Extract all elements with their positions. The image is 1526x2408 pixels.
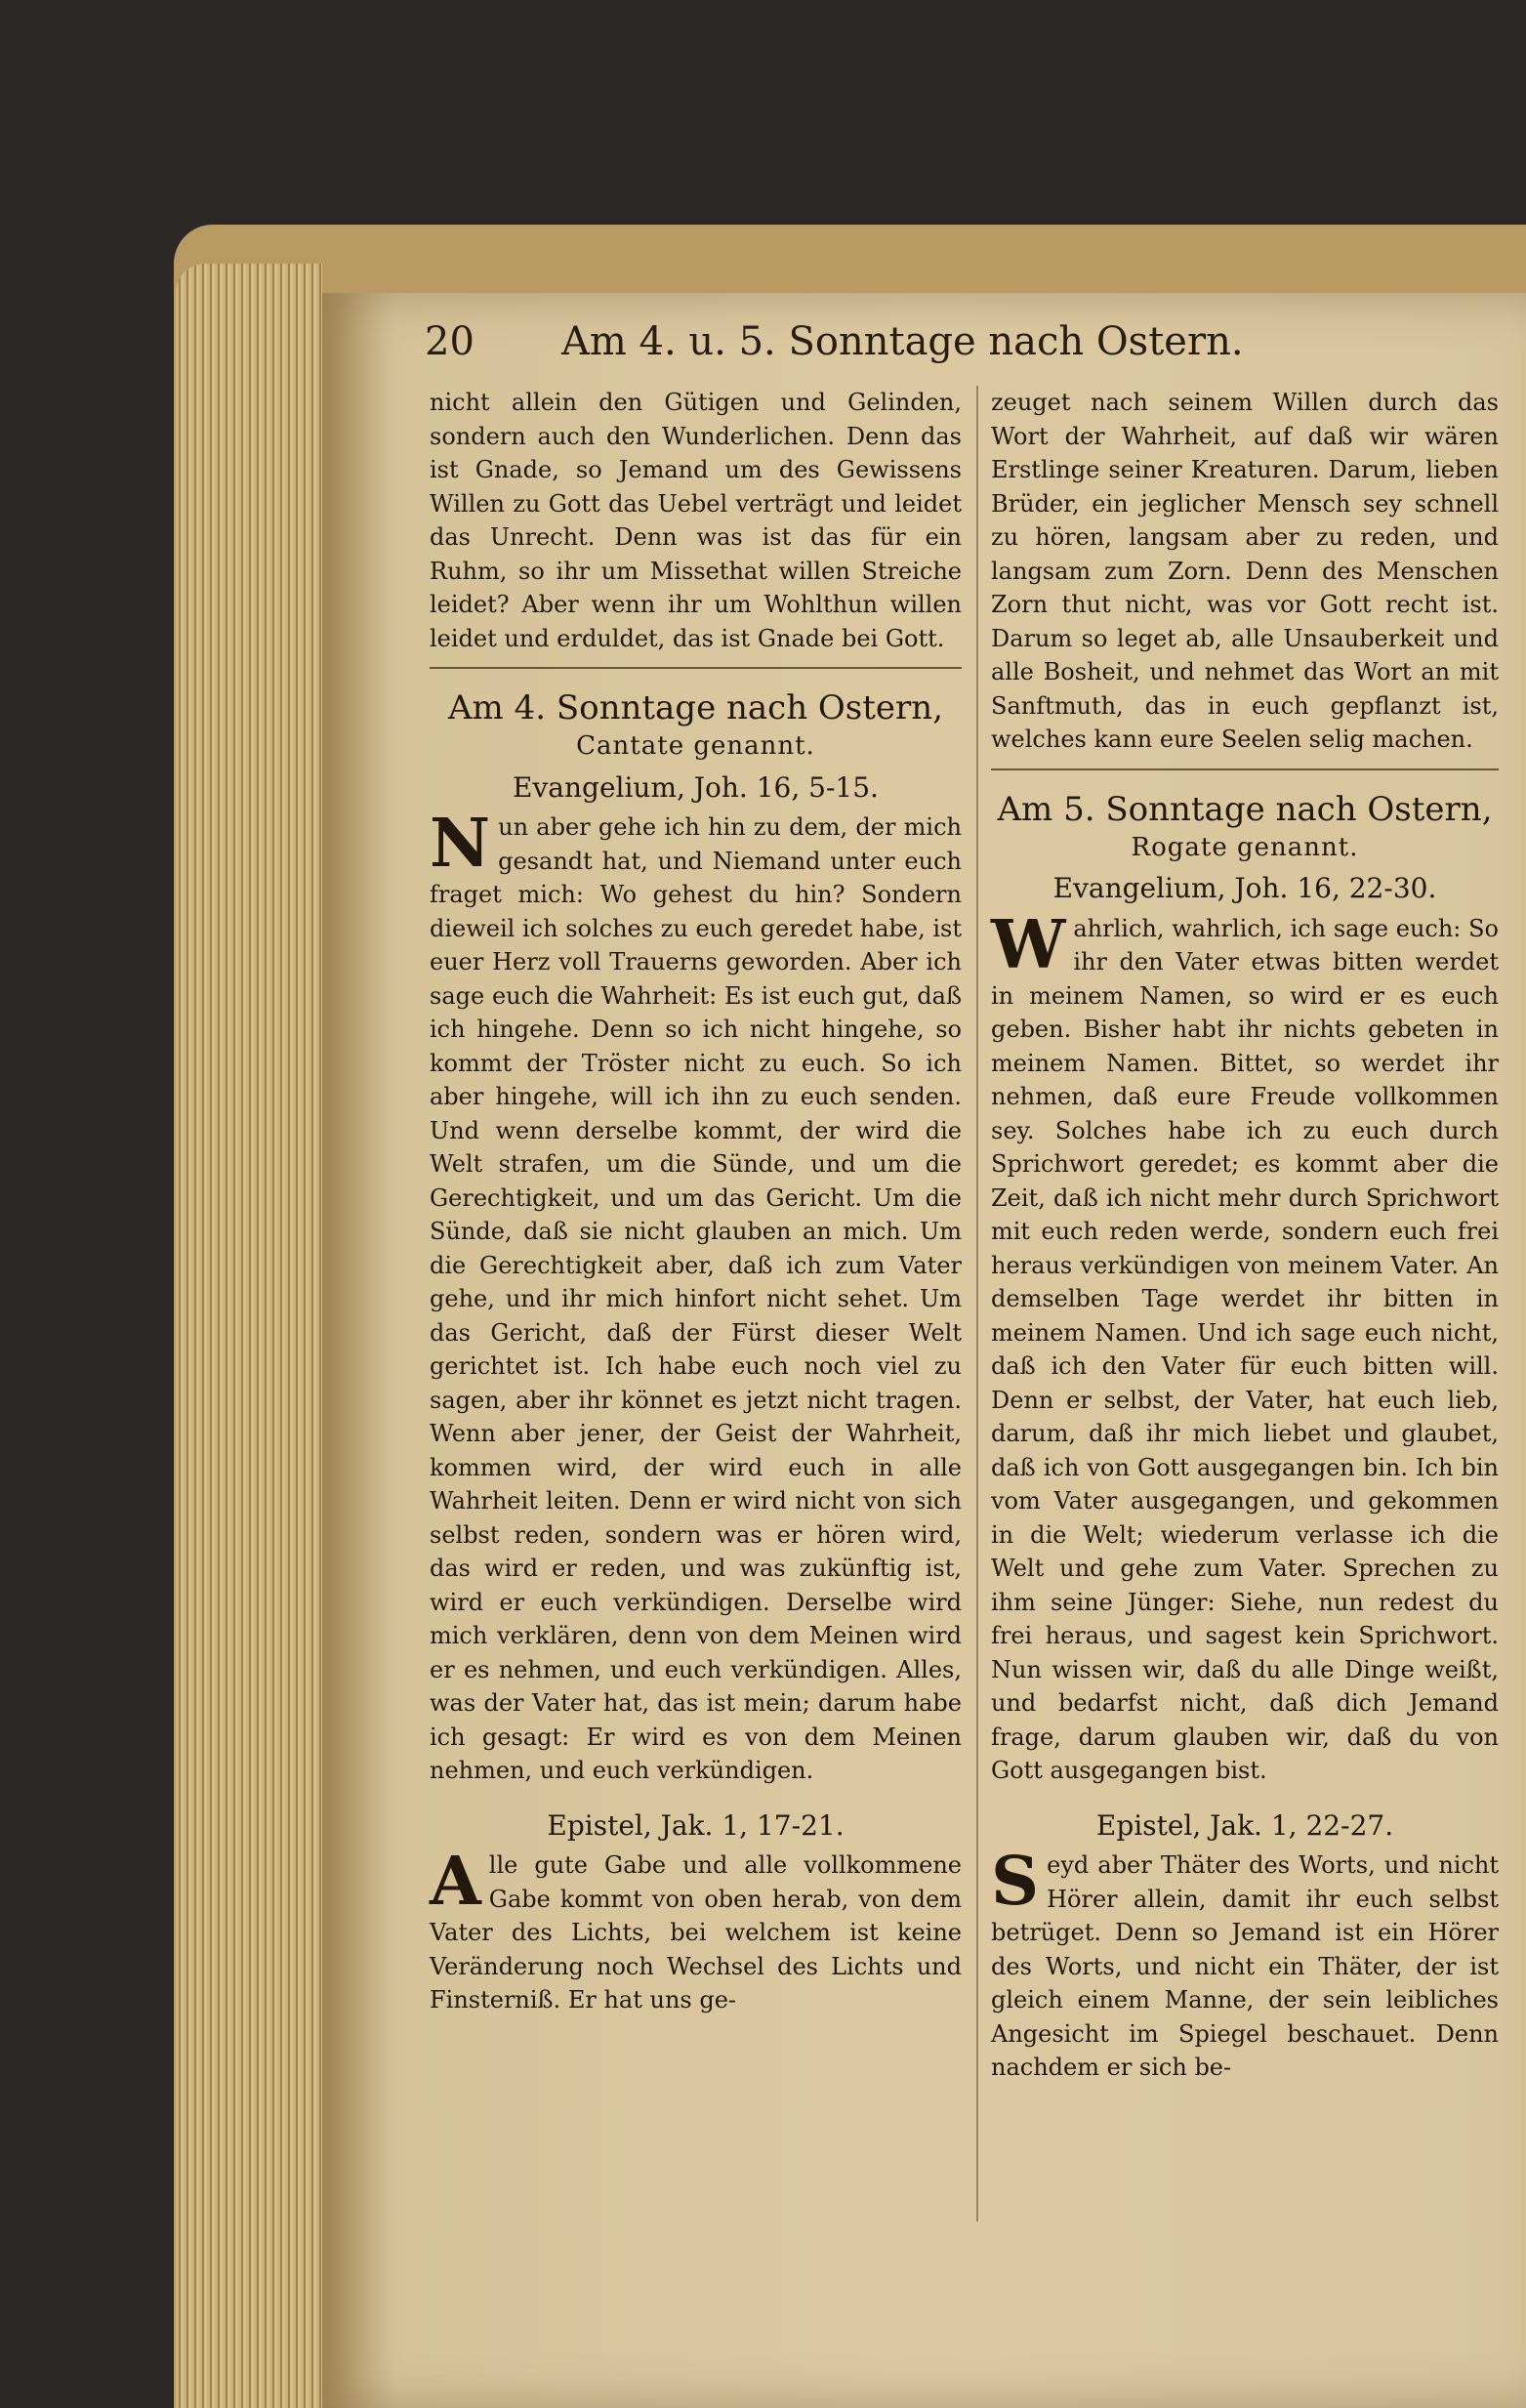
dropcap: N: [430, 805, 491, 883]
epistle-reference-4: Epistel, Jak. 1, 17-21.: [547, 1808, 845, 1842]
dropcap: W: [991, 905, 1066, 984]
epistle-body-5: eyd aber Thäter des Worts, und nicht Hörer allein, damit ihr euch selbst betrüget. Denn so Jemand ist ein Hörer des Worts, und nicht ein Thäter, der ist gleich einem Manne, der sein leibliches Angesicht im Spiegel beschauet. Denn nachdem er sich be-: [991, 1851, 1499, 2081]
section-subtitle-5: Rogate genannt.: [1131, 832, 1359, 862]
section-subtitle-4: Cantate genannt.: [576, 731, 815, 761]
gospel-reference-4: Evangelium, Joh. 16, 5-15.: [513, 770, 879, 804]
page-edges: [176, 264, 322, 2408]
dropcap: S: [991, 1843, 1040, 1921]
page-number: 20: [425, 319, 474, 364]
section-rule: [991, 768, 1499, 770]
section-rule: [430, 667, 962, 669]
left-column: [430, 386, 962, 2017]
epistle-reference-5: Epistel, Jak. 1, 22-27.: [1095, 1808, 1394, 1842]
dropcap: A: [430, 1843, 481, 1921]
gospel-body-5: ahrlich, wahrlich, ich sage euch: So ihr den Vater etwas bitten werdet in meinem Namen, so wird er es euch geben. Bisher habt ihr nichts gebeten in meinem Namen. Bittet, so werdet ihr nehmen, daß eure Freude vollkommen sey. Solches habe ich zu euch durch Sprichwort geredet; es kommt aber die Zeit, daß ich nicht mehr durch Sprichwort mit euch reden werde, sondern euch frei heraus verkündigen von meinem Vater. An demselben Tage werdet ihr bitten in meinem Namen. Und ich sage euch nicht, daß ich den Vater für euch bitten will. Denn er selbst, der Vater, hat euch lieb, darum, daß ihr mich liebet und glaubet, daß ich von Gott ausgegangen bin. Ich bin vom Vater ausgegangen, und gekommen in die Welt; wiederum verlasse ich die Welt und gehe zum Vater. Sprechen zu ihm seine Jünger: Siehe, nun redest du frei heraus, und sagest kein Sprichwort. Nun wissen wir, daß du alle Dinge weißt, und bedarfst nicht, daß dich Jemand frage, darum glauben wir, daß du von Gott ausgegangen bist.: [991, 914, 1499, 1784]
running-title: Am 4. u. 5. Sonntage nach Ostern.: [561, 319, 1244, 364]
epistle-text-4: [430, 1843, 962, 2017]
gospel-text-4: [430, 805, 962, 1788]
gospel-reference-5: Evangelium, Joh. 16, 22-30.: [1052, 872, 1437, 904]
epistle-body-4: lle gute Gabe und alle vollkommene Gabe kommt von oben herab, von dem Vater des Lichts, bei welchem ist keine Veränderung noch Wechsel des Lichts und Finsterniß. Er hat uns ge-: [430, 1851, 962, 2014]
section-title-4: Am 4. Sonntage nach Ostern,: [447, 688, 943, 727]
right-intro-text: zeuget nach seinem Willen durch das Wort der Wahrheit, auf daß wir wären Erstlinge seiner Kreaturen. Darum, lieben Brüder, ein jeglicher Mensch sey schnell zu hören, langsam aber zu reden, und langsam zum Zorn. Denn des Menschen Zorn thut nicht, was vor Gott recht ist. Darum so leget ab, alle Unsauberkeit und alle Bosheit, und nehmet das Wort an mit Sanftmuth, das in euch gepflanzt ist, welches kann eure Seelen selig machen.: [991, 389, 1499, 753]
running-header: [425, 312, 1303, 371]
epistle-text-5: [991, 1843, 1499, 2085]
gospel-text-5: [991, 905, 1499, 1788]
gospel-body-4: un aber gehe ich hin zu dem, der mich gesandt hat, und Niemand unter euch fraget mich: Wo gehest du hin? Sondern dieweil ich solches zu euch geredet habe, ist euer Herz voll Trauerns geworden. Aber ich sage euch die Wahrheit: Es ist euch gut, daß ich hingehe. Denn so ich nicht hingehe, so kommt der Tröster nicht zu euch. So ich aber hingehe, will ich ihn zu euch senden. Und wenn derselbe kommt, der wird die Welt strafen, um die Sünde, und um die Gerechtigkeit, und um das Gericht. Um die Sünde, daß sie nicht glauben an mich. Um die Gerechtigkeit aber, daß ich zum Vater gehe, und ihr mich hinfort nicht sehet. Um das Gericht, daß der Fürst dieser Welt gerichtet ist. Ich habe euch noch viel zu sagen, aber ihr könnet es jetzt nicht tragen. Wenn aber jener, der Geist der Wahrheit, kommen wird, der wird euch in alle Wahrheit leiten. Denn er wird nicht von sich selbst reden, sondern was er hören wird, das wird er reden, und was zukünftig ist, wird er euch verkündigen. Derselbe wird mich verklären, denn von dem Meinen wird er es nehmen, und euch verkündigen. Alles, was der Vater hat, das ist mein; darum habe ich gesagt: Er wird es von dem Meinen nehmen, und euch verkündigen.: [430, 813, 962, 1784]
right-column: [991, 386, 1499, 2085]
column-divider: [976, 386, 978, 2221]
left-intro-text: nicht allein den Gütigen und Gelinden, sondern auch den Wunderlichen. Denn das ist Gnade, so Jemand um des Gewissens Willen zu Gott das Uebel verträgt und leidet das Unrecht. Denn was ist das für ein Ruhm, so ihr um Missethat willen Streiche leidet? Aber wenn ihr um Wohlthun willen leidet und erduldet, das ist Gnade bei Gott.: [430, 389, 962, 652]
section-title-5: Am 5. Sonntage nach Ostern,: [997, 789, 1493, 829]
